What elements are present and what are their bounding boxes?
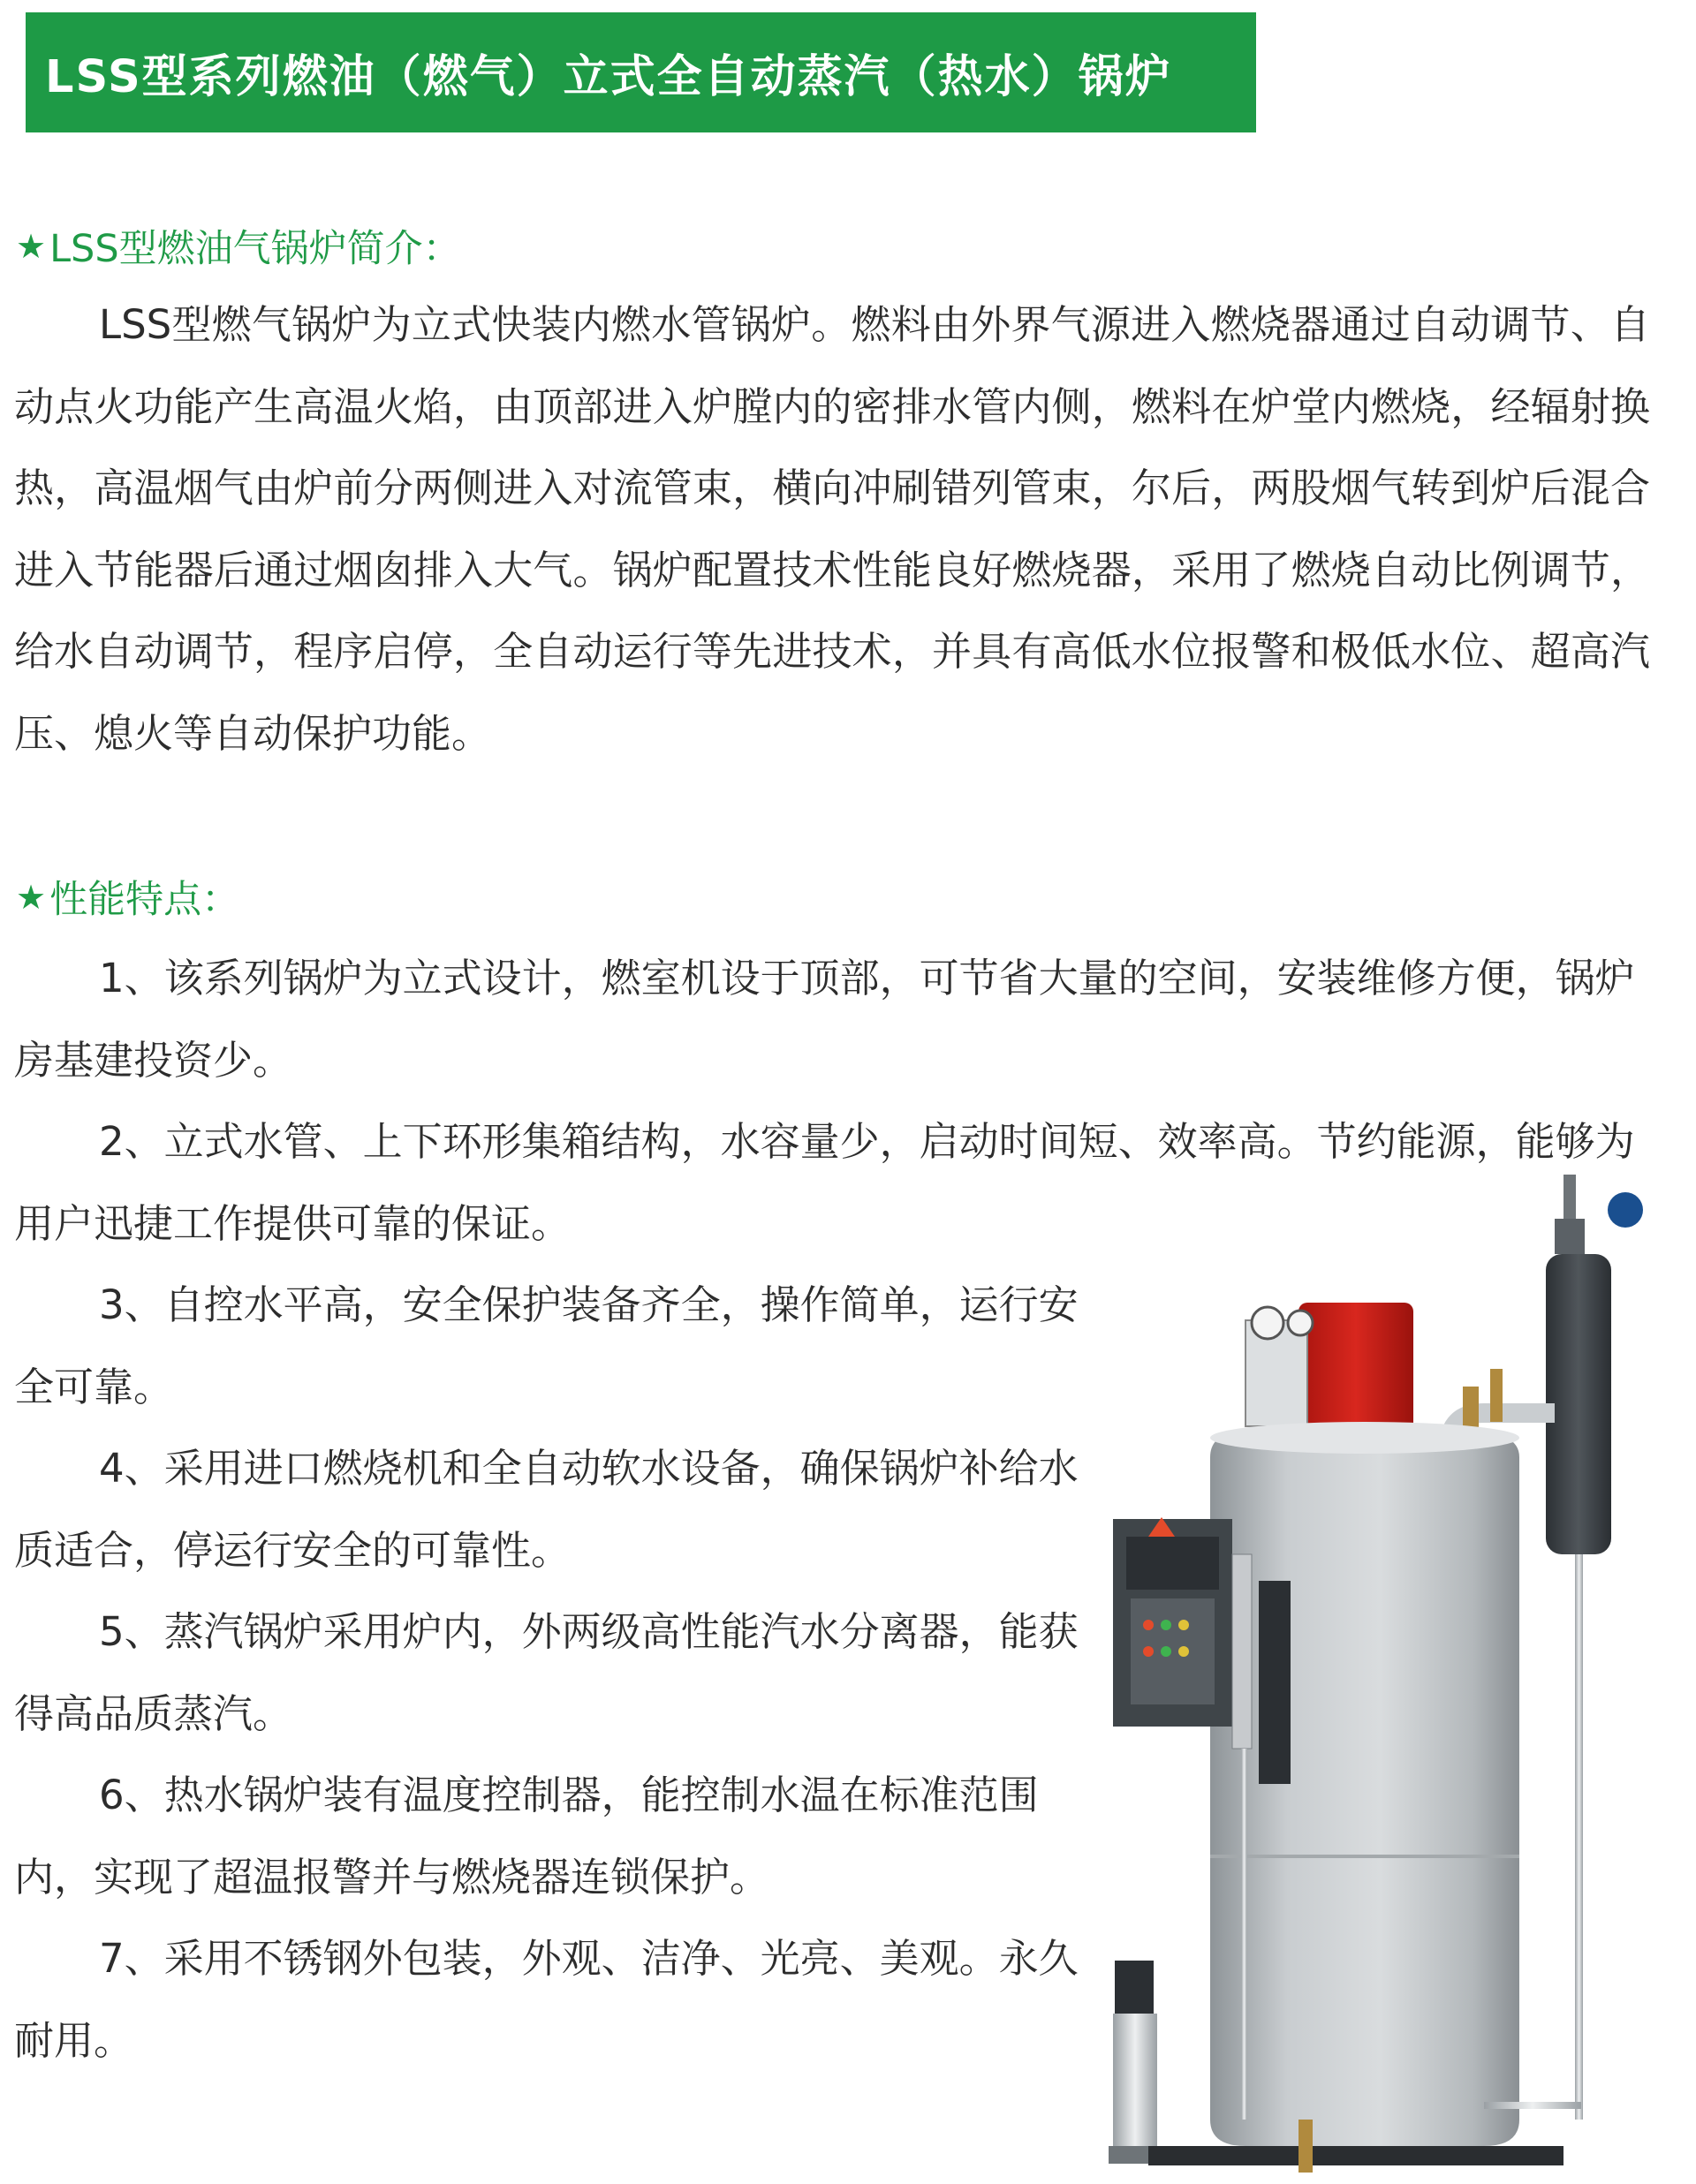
feed-pump — [1115, 1961, 1154, 2014]
star-icon: ★ — [16, 226, 47, 266]
features-heading-text: 性能特点： — [49, 878, 240, 922]
feature-item-2: 2、立式水管、上下环形集箱结构，水容量少，启动时间短、效率高。节约能源，能够为用户迅捷工作提供可靠的保证。 — [14, 1118, 1635, 1247]
burner-housing — [1298, 1303, 1413, 1435]
separator-tank — [1546, 1254, 1611, 1554]
valve-wheel-icon — [1608, 1192, 1643, 1228]
feature-item-6: 6、热水锅炉装有温度控制器，能控制水温在标准范围内，实现了超温报警并与燃烧器连锁保护。 — [14, 1772, 1039, 1901]
feature-item-7: 7、采用不锈钢外包装，外观、洁净、光亮、美观。永久耐用。 — [14, 1935, 1079, 2064]
title-banner — [26, 12, 1256, 132]
boiler-illustration — [1095, 1166, 1696, 2184]
intro-heading — [16, 219, 461, 273]
pressure-gauge-icon — [1252, 1307, 1283, 1339]
intro-heading-text: LSS型燃油气锅炉简介： — [49, 227, 461, 271]
water-level-gauge — [1232, 1554, 1252, 1749]
feature-item-1: 1、该系列锅炉为立式设计，燃室机设于顶部，可节省大量的空间，安装维修方便，锅炉房基建投资少。 — [14, 955, 1635, 1084]
star-icon: ★ — [16, 877, 47, 917]
feature-item-3: 3、自控水平高，安全保护装备齐全，操作简单，运行安全可靠。 — [14, 1281, 1079, 1410]
feature-item-4: 4、采用进口燃烧机和全自动软水设备，确保锅炉补给水质适合，停运行安全的可靠性。 — [14, 1445, 1079, 1574]
base-frame — [1148, 2146, 1564, 2165]
page-title: LSS型系列燃油（燃气）立式全自动蒸汽（热水）锅炉 — [45, 51, 1172, 103]
boiler-photo — [1095, 1166, 1696, 2184]
boiler-tank — [1210, 1431, 1519, 2146]
intro-paragraph: LSS型燃气锅炉为立式快装内燃水管锅炉。燃料由外界气源进入燃烧器通过自动调节、自动点火功能产生高温火焰，由顶部进入炉膛内的密排水管内侧，燃料在炉堂内燃烧，经辐射换热，高温烟气由炉前分两侧进入对流管束，横向冲刷错列管束，尔后，两股烟气转到炉后混合进入节能器后通过烟囱排入大气。锅炉配置技术性能良好燃烧器，采用了燃烧自动比例调节，给水自动调节，程序启停，全自动运行等先进技术，并具有高低水位报警和极低水位、超高汽压、熄火等自动保护功能。 — [14, 301, 1650, 757]
pressure-gauge-icon — [1288, 1311, 1313, 1335]
feature-item-5: 5、蒸汽锅炉采用炉内，外两级高性能汽水分离器，能获得高品质蒸汽。 — [14, 1608, 1079, 1737]
features-heading — [16, 870, 239, 924]
